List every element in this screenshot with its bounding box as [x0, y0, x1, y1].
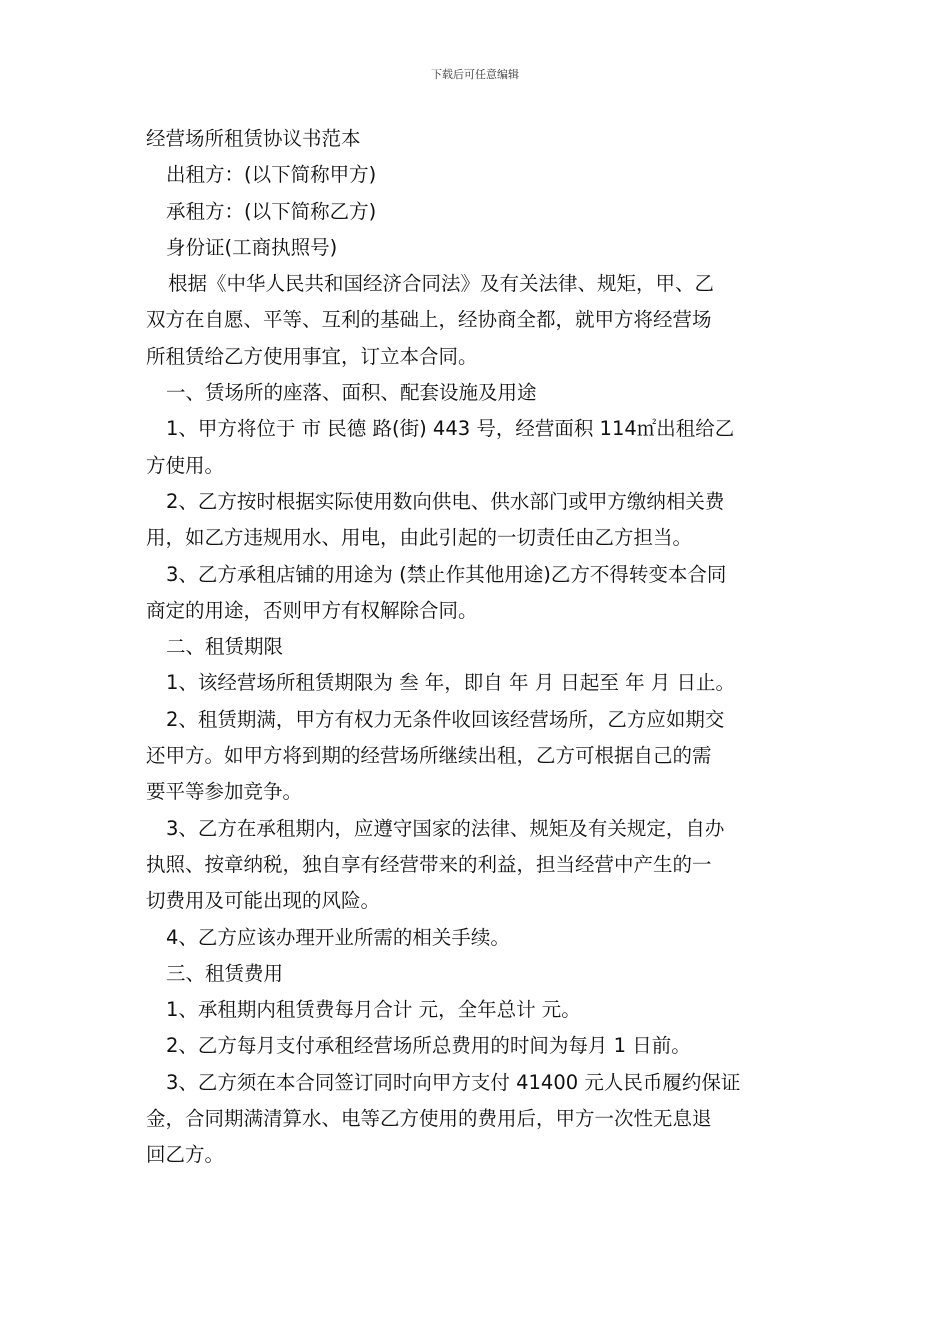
s3-item1: 1、承租期内租赁费每月合计 元，全年总计 元。 [166, 998, 581, 1022]
s3-item3-line-1: 3、乙方须在本合同签订同时向甲方支付 41400 元人民币履约保证 [166, 1070, 741, 1094]
intro-line-3: 所租赁给乙方使用事宜，订立本合同。 [146, 344, 478, 368]
s1-item1-line-1: 1、甲方将位于 市 民德 路(街) 443 号，经营面积 114㎡出租给乙 [166, 417, 735, 441]
intro-line-2: 双方在自愿、平等、互利的基础上，经协商全都，就甲方将经营场 [146, 308, 712, 332]
s2-item2-line-1: 2、租赁期满，甲方有权力无条件收回该经营场所，乙方应如期交 [166, 707, 725, 731]
s3-item3-line-2: 金，合同期满清算水、电等乙方使用的费用后，甲方一次性无息退 [146, 1107, 712, 1131]
section3-heading: 三、租赁费用 [166, 961, 284, 985]
s2-item1: 1、该经营场所租赁期限为 叁 年，即自 年 月 日起至 年 月 日止。 [166, 671, 735, 695]
s2-item3-line-1: 3、乙方在承租期内，应遵守国家的法律、规矩及有关规定，自办 [166, 816, 725, 840]
s2-item3-line-2: 执照、按章纳税，独自享有经营带来的利益，担当经营中产生的一 [146, 852, 712, 876]
intro-line-1: 根据《中华人民共和国经济合同法》及有关法律、规矩，甲、乙 [168, 272, 715, 296]
s1-item1-line-2: 方使用。 [146, 453, 225, 477]
id-line: 身份证(工商执照号) [166, 235, 338, 259]
document-body [146, 121, 816, 1174]
s1-item3-line-2: 商定的用途，否则甲方有权解除合同。 [146, 598, 478, 622]
s1-item3-line-1: 3、乙方承租店铺的用途为 (禁止作其他用途)乙方不得转变本合同 [166, 562, 727, 586]
header-note: 下载后可任意编辑 [431, 68, 519, 81]
lessee-line: 承租方：(以下简称乙方) [166, 199, 377, 223]
s2-item3-line-3: 切费用及可能出现的风险。 [146, 889, 381, 913]
s2-item2-line-2: 还甲方。如甲方将到期的经营场所继续出租，乙方可根据自己的需 [146, 744, 712, 768]
s3-item2: 2、乙方每月支付承租经营场所总费用的时间为每月 1 日前。 [166, 1034, 691, 1058]
s2-item2-line-3: 要平等参加竞争。 [146, 780, 303, 804]
section1-heading: 一、赁场所的座落、面积、配套设施及用途 [166, 381, 537, 405]
s3-item3-line-3: 回乙方。 [146, 1143, 225, 1167]
s2-item4: 4、乙方应该办理开业所需的相关手续。 [166, 925, 510, 949]
s1-item2-line-2: 用，如乙方违规用水、用电，由此引起的一切责任由乙方担当。 [146, 526, 693, 550]
lessor-line: 出租方：(以下简称甲方) [166, 163, 377, 187]
section2-heading: 二、租赁期限 [166, 635, 284, 659]
document-title: 经营场所租赁协议书范本 [146, 127, 361, 150]
s1-item2-line-1: 2、乙方按时根据实际使用数向供电、供水部门或甲方缴纳相关费 [166, 489, 725, 513]
